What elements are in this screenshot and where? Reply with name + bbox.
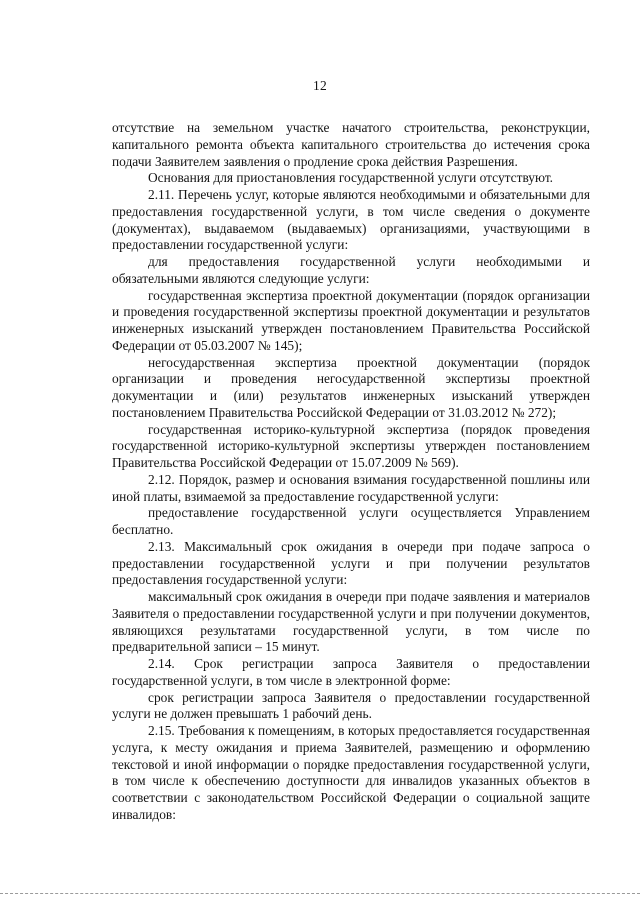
paragraph: максимальный срок ожидания в очереди при подаче заявления и материалов Заявителя о предоставлении государственной услуги и при получении документов, являющихся результатами государственной услуги, в том числе по предварительной записи – 15 минут.: [112, 589, 590, 655]
paragraph: для предоставления государственной услуги необходимыми и обязательными являются следующие услуги:: [112, 254, 590, 286]
paragraph: негосударственная экспертиза проектной документации (порядок организации и проведения негосударственной экспертизы проектной документации и (или) результатов инженерных изысканий утвержден постановлением Правительства Российской Федерации от 31.03.2012 № 272);: [112, 354, 590, 420]
paragraph: 2.11. Перечень услуг, которые являются необходимыми и обязательными для предоставления государственной услуги, в том числе сведения о документе (документах), выдаваемом (выдаваемых) организациями, участвующими в предоставлении государственной услуги:: [112, 187, 590, 253]
page-number: 12: [312, 78, 328, 93]
paragraph: 2.15. Требования к помещениям, в которых предоставляется государственная услуга, к месту ожидания и приема Заявителей, размещению и оформлению текстовой и иной информации о порядке предоставления государственной услуги, в том числе к обеспечению доступности для инвалидов указанных объектов в соответствии с законодательством Российской Федерации о социальной защите инвалидов:: [112, 723, 590, 822]
paragraph: 2.12. Порядок, размер и основания взимания государственной пошлины или иной платы, взимаемой за предоставление государственной услуги:: [112, 471, 590, 504]
document-body: [112, 120, 590, 824]
paragraph: отсутствие на земельном участке начатого строительства, реконструкции, капитального ремонта объекта капитального строительства до истечения срока подачи Заявителем заявления о продление срока действия Разрешения.: [112, 120, 590, 169]
paragraph: Основания для приостановления государственной услуги отсутствуют.: [148, 170, 554, 186]
paragraph: предоставление государственной услуги осуществляется Управлением бесплатно.: [112, 505, 590, 537]
paragraph: государственная историко-культурной экспертиза (порядок проведения государственной историко-культурной экспертизы утвержден постановлением Правительства Российской Федерации от 15.07.2009 № 569).: [112, 421, 590, 470]
scan-edge-line: [0, 893, 640, 894]
paragraph: 2.14. Срок регистрации запроса Заявителя о предоставлении государственной услуги, в том числе в электронной форме:: [112, 656, 590, 688]
paragraph: 2.13. Максимальный срок ожидания в очереди при подаче запроса о предоставлении государственной услуги и при получении результатов предоставления государственной услуги:: [112, 538, 590, 588]
paragraph: срок регистрации запроса Заявителя о предоставлении государственной услуги не должен превышать 1 рабочий день.: [112, 689, 590, 722]
paragraph: государственная экспертиза проектной документации (порядок организации и проведения государственной экспертизы проектной документации и результатов инженерных изысканий утвержден постановлением Правительства Российской Федерации от 05.03.2007 № 145);: [112, 287, 590, 353]
